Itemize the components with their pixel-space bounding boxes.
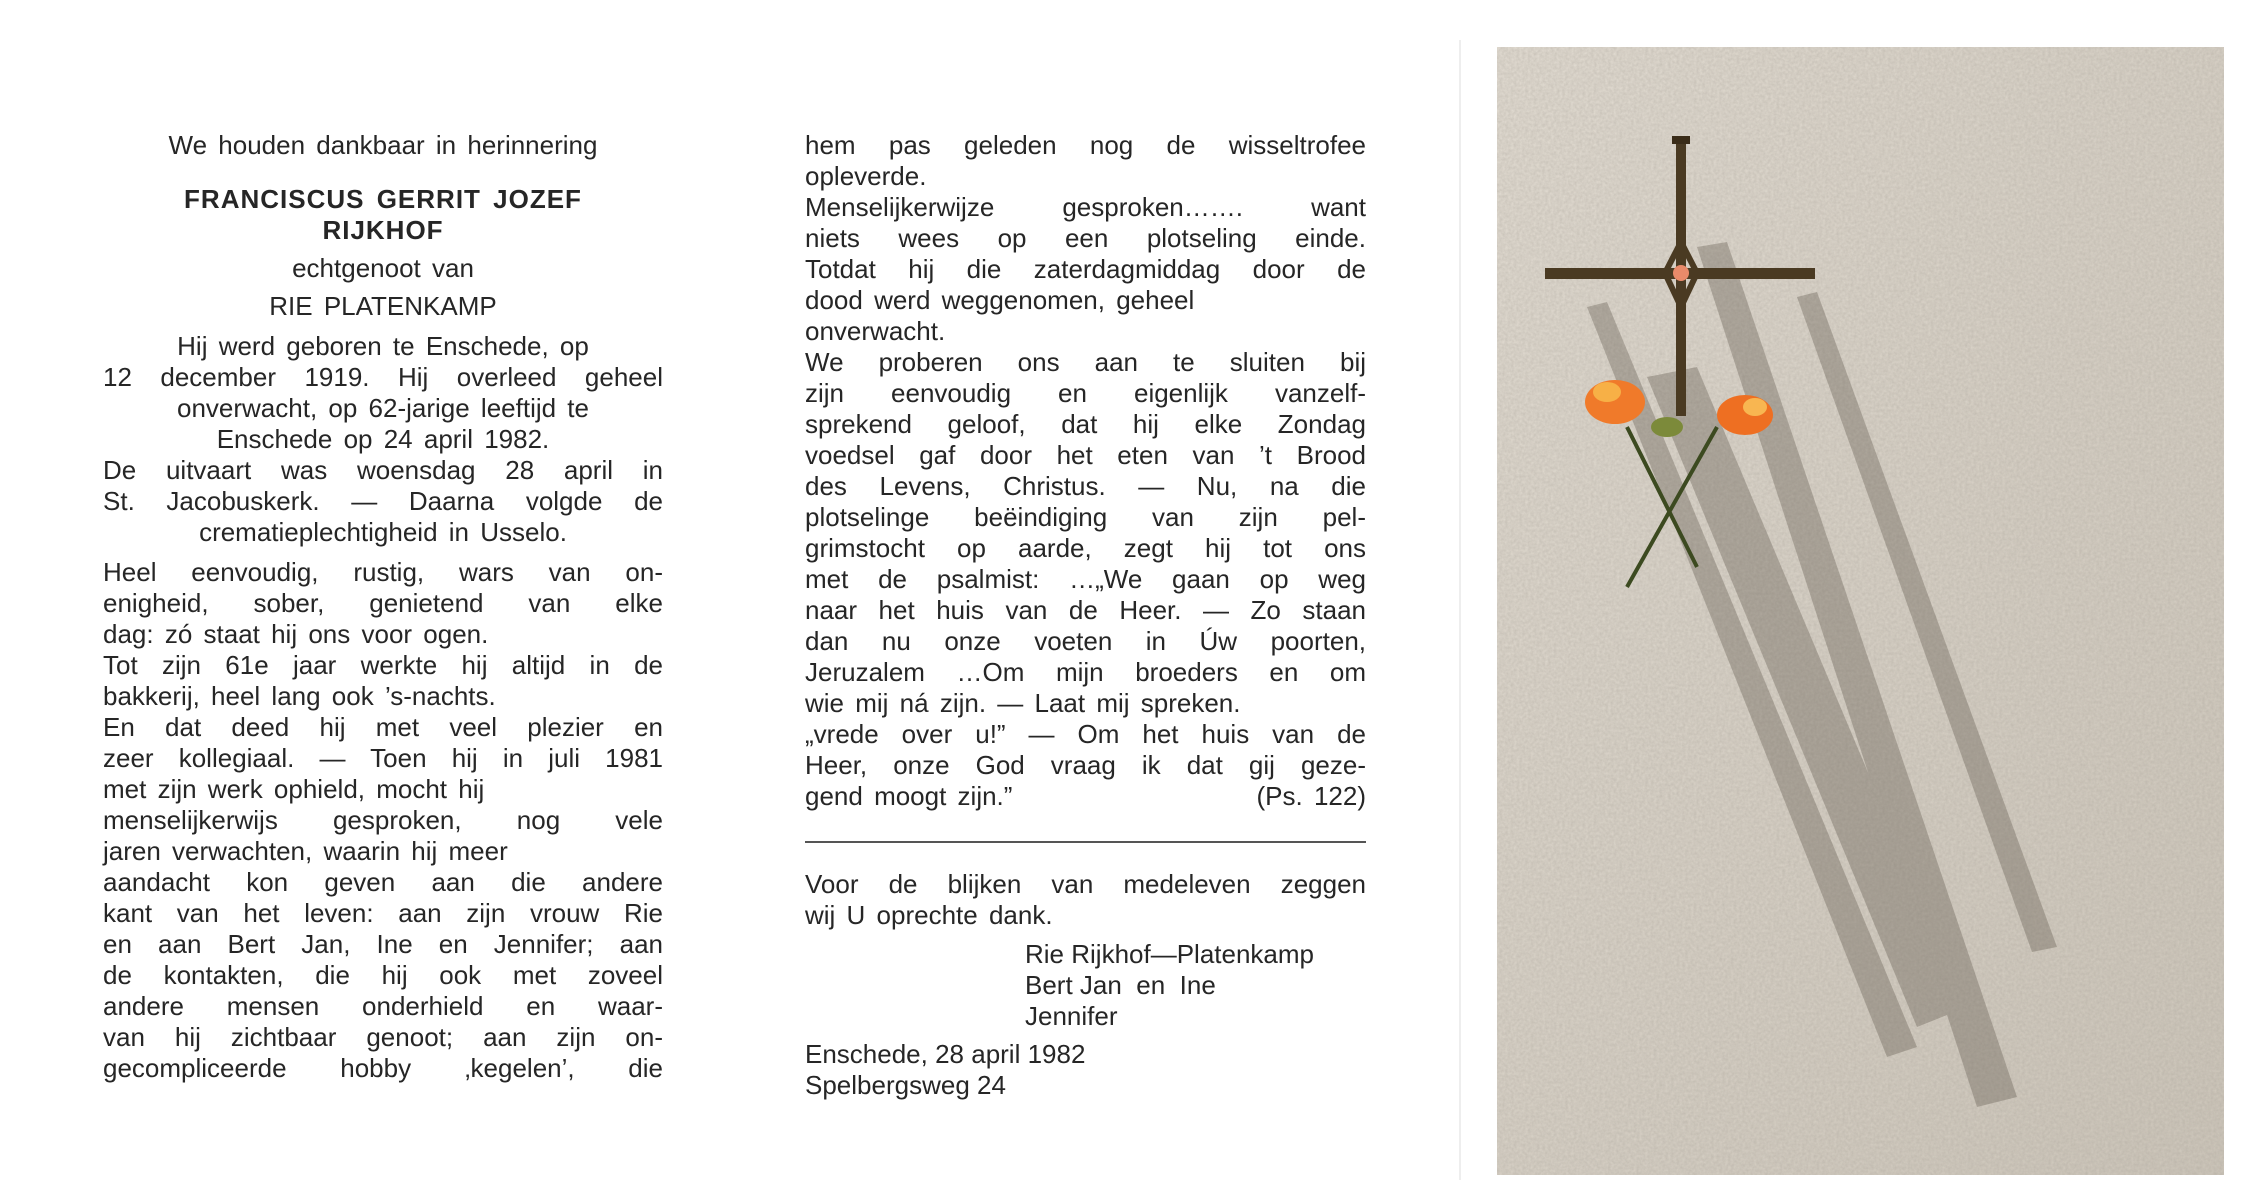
text-line: Jeruzalem …Om mijn broeders en om <box>805 657 1366 687</box>
signature-line: Rie Rijkhof—Platenkamp <box>1025 939 1315 969</box>
text-line: Totdat hij die zaterdagmiddag door de <box>805 254 1366 284</box>
text-line: des Levens, Christus. — Nu, na die <box>805 471 1366 501</box>
text-line: bakkerij, heel lang ook ’s-nachts. <box>103 681 496 711</box>
text-line <box>805 781 1366 812</box>
signature-line: Jennifer <box>1025 1001 1118 1031</box>
intro-text: We houden dankbaar in herinnering <box>168 130 598 160</box>
middle-column <box>805 130 1366 812</box>
text-line: met zijn werk ophield, mocht hij <box>103 774 485 804</box>
cross-with-flowers-icon <box>1497 47 2224 1175</box>
text-line: 12 december 1919. Hij overleed geheel <box>103 362 663 392</box>
text-line: hem pas geleden nog de wisseltrofee <box>805 130 1366 160</box>
card-fold <box>1459 40 1461 1180</box>
text-line: onverwacht, op 62-jarige leeftijd te <box>176 393 589 423</box>
text-fragment: gend moogt zijn.” <box>805 781 1013 811</box>
text-line: De uitvaart was woensdag 28 april in <box>103 455 663 485</box>
thanks-line: wij U oprechte dank. <box>805 900 1053 930</box>
thanks-text <box>805 869 1366 931</box>
text-line: niets wees op een plotseling einde. <box>805 223 1366 253</box>
text-line: We proberen ons aan te sluiten bij <box>805 347 1366 377</box>
place-and-address <box>805 1039 1085 1101</box>
text-line: de kontakten, die hij ook met zoveel <box>103 960 663 990</box>
text-line: Menselijkerwijze gesproken……. want <box>805 192 1366 222</box>
spouse-label: echtgenoot van <box>292 253 474 283</box>
text-line: dood werd weggenomen, geheel <box>805 285 1195 315</box>
signatures <box>1025 939 1314 1032</box>
text-line: enigheid, sober, genietend van elke <box>103 588 663 618</box>
text-line: jaren verwachten, waarin hij meer <box>103 836 508 866</box>
text-line: Enschede op 24 april 1982. <box>216 424 550 454</box>
text-line: aandacht kon geven aan die andere <box>103 867 663 897</box>
address: Spelbergsweg 24 <box>805 1070 1006 1100</box>
psalm-reference: (Ps. 122) <box>1256 781 1366 811</box>
signature-line: Bert Jan en Ine <box>1025 970 1216 1000</box>
text-line: Hij werd geboren te Enschede, op <box>177 331 589 361</box>
text-line: zijn eenvoudig en eigenlijk vanzelf- <box>805 378 1366 408</box>
text-line: Heel eenvoudig, rustig, wars van on- <box>103 557 663 587</box>
text-line: voedsel gaf door het eten van ’t Brood <box>805 440 1366 470</box>
left-column <box>103 130 663 1084</box>
text-line: dag: zó staat hij ons voor ogen. <box>103 619 489 649</box>
text-line: grimstocht op aarde, zegt hij tot ons <box>805 533 1366 563</box>
text-line: onverwacht. <box>805 316 946 346</box>
text-line: sprekend geloof, dat hij elke Zondag <box>805 409 1366 439</box>
text-line: St. Jacobuskerk. — Daarna volgde de <box>103 486 663 516</box>
text-line: crematieplechtigheid in Usselo. <box>199 517 567 547</box>
deceased-name-line1: FRANCISCUS GERRIT JOZEF <box>184 184 582 214</box>
text-line: van hij zichtbaar genoot; aan zijn on- <box>103 1022 663 1052</box>
text-line: „vrede over u!” — Om het huis van de <box>805 719 1366 749</box>
text-line: Heer, onze God vraag ik dat gij geze- <box>805 750 1366 780</box>
text-line: naar het huis van de Heer. — Zo staan <box>805 595 1366 625</box>
text-line: andere mensen onderhield en waar- <box>103 991 663 1021</box>
memorial-photo <box>1497 47 2224 1175</box>
thanks-line: Voor de blijken van medeleven zeggen <box>805 869 1366 899</box>
text-line: gecompliceerde hobby ‚kegelen’, die <box>103 1053 663 1083</box>
text-line: wie mij ná zijn. — Laat mij spreken. <box>805 688 1241 718</box>
place-date: Enschede, 28 april 1982 <box>805 1039 1086 1069</box>
text-line: met de psalmist: …„We gaan op weg <box>805 564 1366 594</box>
deceased-name-line2: RIJKHOF <box>322 215 444 245</box>
text-line: dan nu onze voeten in Úw poorten, <box>805 626 1366 656</box>
text-line: plotselinge beëindiging van zijn pel- <box>805 502 1366 532</box>
text-line: en aan Bert Jan, Ine en Jennifer; aan <box>103 929 663 959</box>
text-line: kant van het leven: aan zijn vrouw Rie <box>103 898 663 928</box>
text-line: Tot zijn 61e jaar werkte hij altijd in de <box>103 650 663 680</box>
text-line: menselijkerwijs gesproken, nog vele <box>103 805 663 835</box>
text-line: En dat deed hij met veel plezier en <box>103 712 663 742</box>
divider-line <box>805 841 1366 843</box>
spouse-name: RIE PLATENKAMP <box>269 291 497 321</box>
text-line: zeer kollegiaal. — Toen hij in juli 1981 <box>103 743 663 773</box>
text-line: opleverde. <box>805 161 927 191</box>
